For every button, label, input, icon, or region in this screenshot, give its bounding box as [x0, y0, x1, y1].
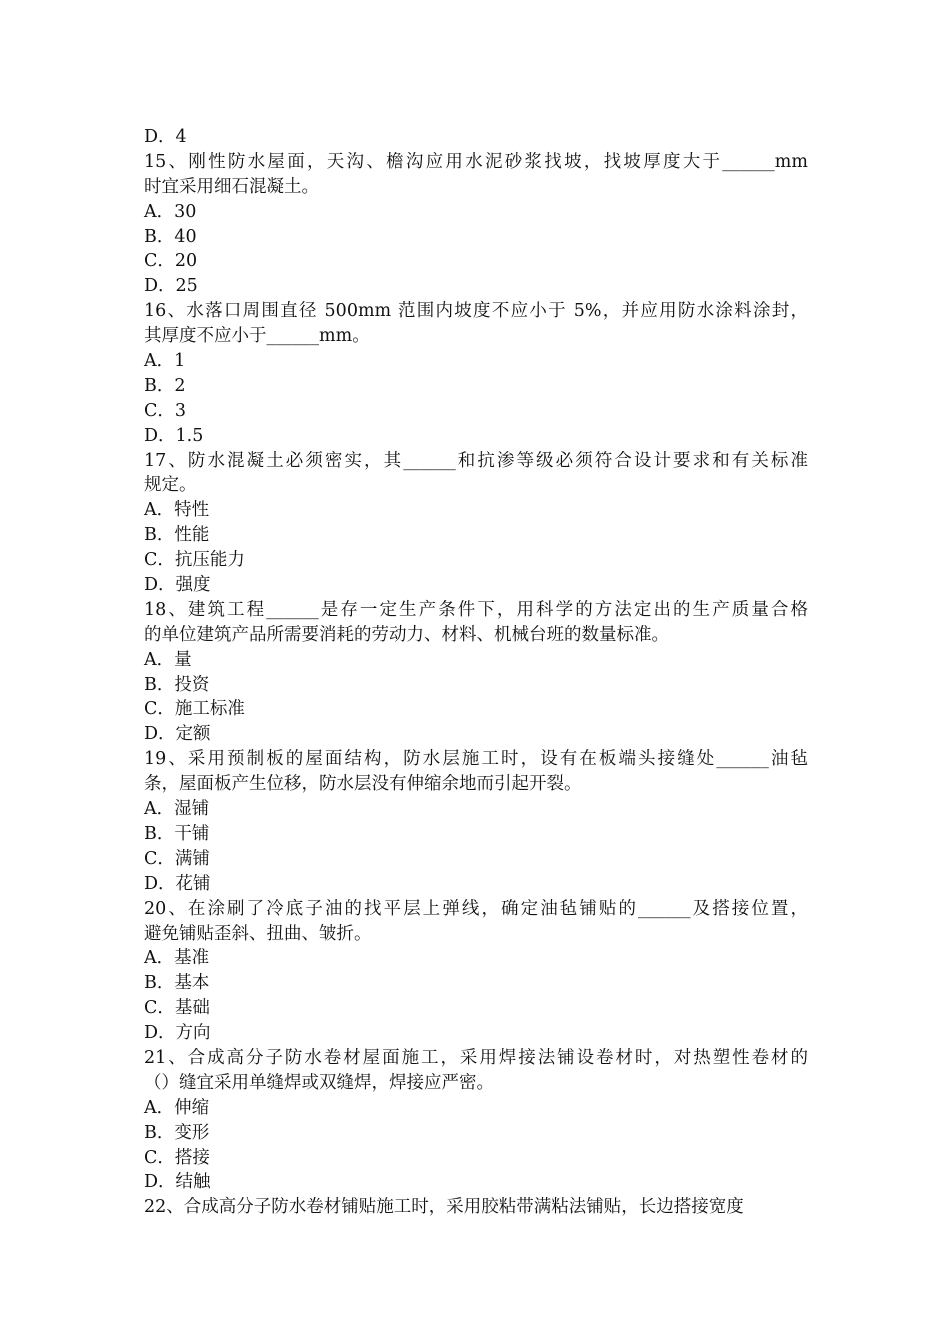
answer-option: B．2 — [144, 375, 186, 396]
answer-option: A．伸缩 — [144, 1097, 210, 1118]
answer-option: A．湿铺 — [144, 799, 210, 820]
question-stem — [144, 1046, 808, 1096]
question-stem — [144, 747, 808, 797]
answer-option: C．搭接 — [144, 1147, 210, 1168]
answer-option: C．3 — [144, 400, 187, 421]
question-text-line: 其厚度不应小于______mm。 — [144, 326, 370, 347]
question-text-line: 时宜采用细石混凝土。 — [144, 176, 319, 197]
answer-option: D．方向 — [144, 1023, 211, 1044]
answer-option: A．基准 — [144, 948, 210, 969]
question-text-line: 17、防水混凝土必须密实，其______和抗渗等级必须符合设计要求和有关标准 — [144, 450, 808, 471]
answer-option: B．40 — [144, 226, 197, 247]
answer-option: B．投资 — [144, 674, 210, 695]
question-text-line: （）缝宜采用单缝焊或双缝焊，焊接应严密。 — [144, 1072, 494, 1093]
answer-option: A．30 — [144, 201, 197, 222]
answer-option: D．定额 — [144, 724, 211, 745]
answer-option: A．量 — [144, 649, 192, 670]
question-text-line: 的单位建筑产品所需要消耗的劳动力、材料、机械台班的数量标准。 — [144, 624, 669, 645]
answer-option: B．变形 — [144, 1122, 210, 1143]
answer-option: C．抗压能力 — [144, 550, 245, 571]
answer-option: D．强度 — [144, 575, 211, 596]
question-text-line: 18、建筑工程______是存一定生产条件下，用科学的方法定出的生产质量合格 — [144, 599, 808, 620]
question-text-line: 16、水落口周围直径 500mm 范围内坡度不应小于 5%，并应用防水涂料涂封， — [144, 301, 808, 322]
question-text-line: 22、合成高分子防水卷材铺贴施工时，采用胶粘带满粘法铺贴，长边搭接宽度 — [144, 1197, 744, 1218]
question-stem — [144, 598, 808, 648]
answer-option: D．结触 — [144, 1172, 211, 1193]
answer-option: C．满铺 — [144, 848, 210, 869]
answer-option: D．花铺 — [144, 873, 211, 894]
answer-option: D．25 — [144, 276, 198, 297]
question-stem — [144, 299, 808, 349]
question-text-line: 19、采用预制板的屋面结构，防水层施工时，设有在板端头接缝处______油毡 — [144, 749, 808, 770]
question-stem — [144, 449, 808, 499]
answer-option: A．特性 — [144, 500, 210, 521]
question-text-line: 避免铺贴歪斜、扭曲、皱折。 — [144, 923, 372, 944]
question-text-line: 15、刚性防水屋面，天沟、檐沟应用水泥砂浆找坡，找坡厚度大于______mm — [144, 151, 808, 172]
answer-option: B．性能 — [144, 525, 210, 546]
answer-option: C．施工标准 — [144, 699, 245, 720]
answer-option: C．20 — [144, 251, 198, 272]
question-stem — [144, 897, 808, 947]
answer-option: B．基本 — [144, 973, 210, 994]
question-text-line: 条，屋面板产生位移，防水层没有伸缩余地而引起开裂。 — [144, 774, 582, 795]
answer-option: B．干铺 — [144, 823, 210, 844]
answer-option: A．1 — [144, 351, 186, 372]
question-text-line: 规定。 — [144, 475, 197, 496]
question-stem — [144, 150, 808, 200]
question-text-line: 21、合成高分子防水卷材屋面施工，采用焊接法铺设卷材时，对热塑性卷材的 — [144, 1047, 808, 1068]
question-text-line: 20、在涂刷了冷底子油的找平层上弹线，确定油毡铺贴的______及搭接位置， — [144, 898, 808, 919]
answer-option: C．基础 — [144, 998, 210, 1019]
answer-option: D．1.5 — [144, 425, 204, 446]
exam-question-list — [144, 125, 808, 1220]
answer-option: D．4 — [144, 127, 187, 147]
